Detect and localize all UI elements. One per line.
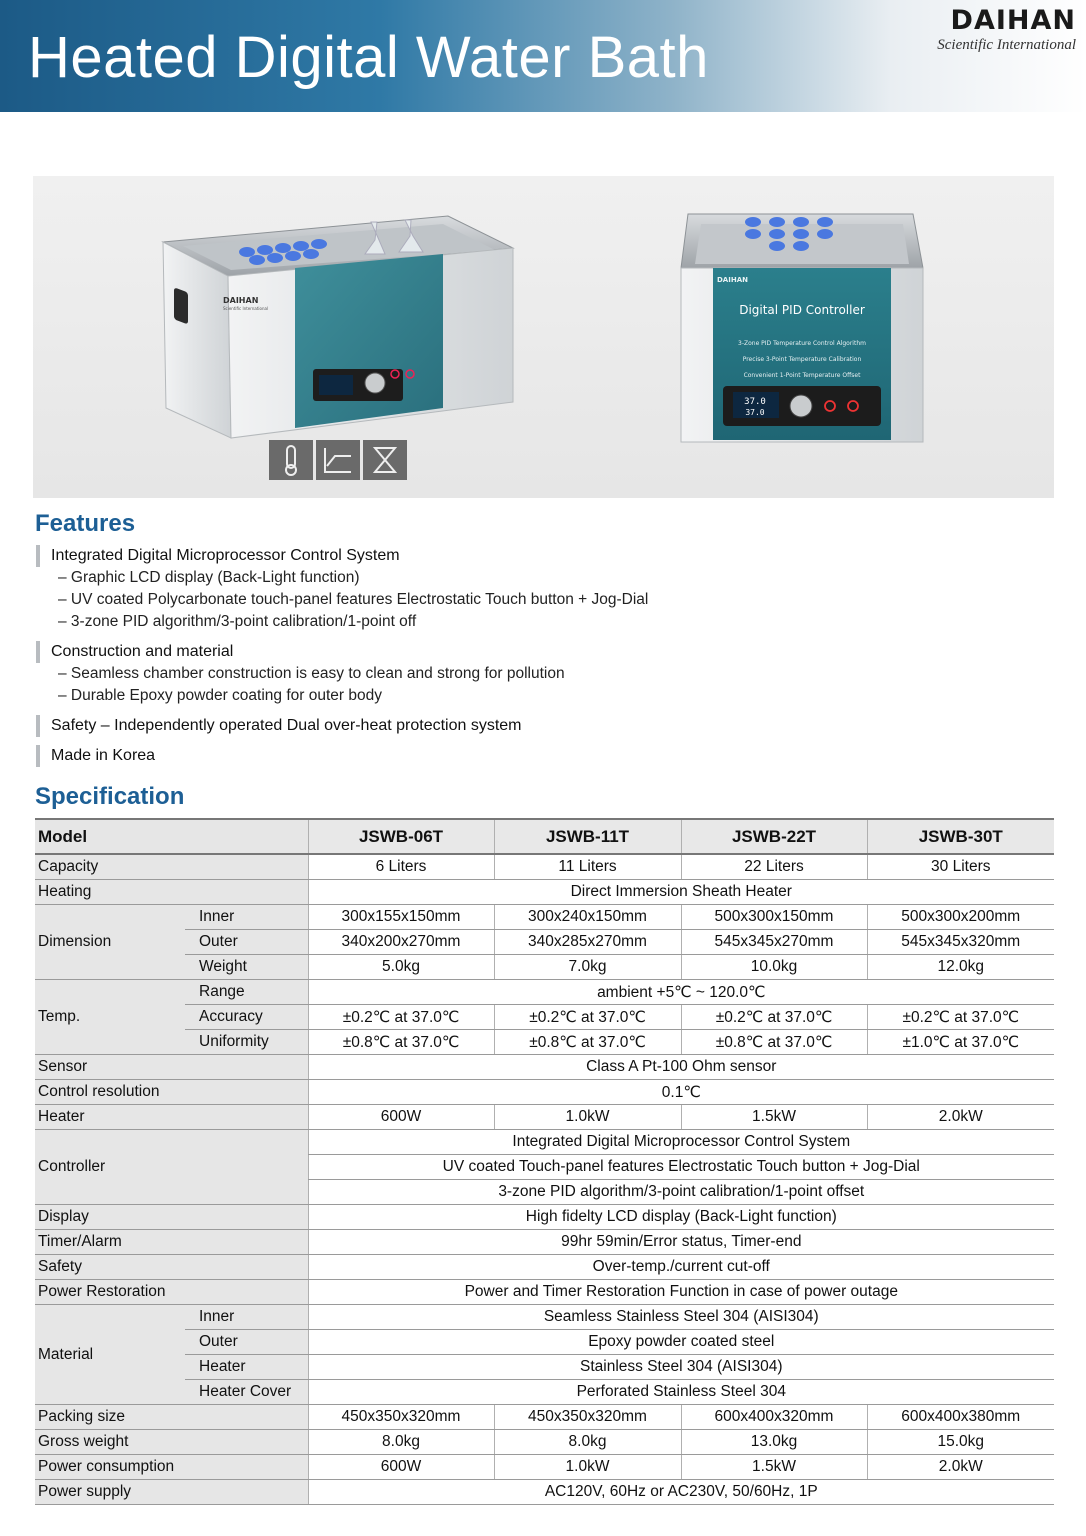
- table-row: [35, 1380, 1054, 1405]
- table-row: [35, 1105, 1054, 1130]
- cell-value: 3-zone PID algorithm/3-point calibration/1-point offset: [308, 1180, 1054, 1205]
- row-sublabel: Heater: [185, 1355, 308, 1380]
- row-label: Safety: [35, 1255, 308, 1280]
- cell-value: Perforated Stainless Steel 304: [308, 1380, 1054, 1405]
- cell-value: 340x200x270mm: [308, 930, 494, 955]
- table-row: [35, 819, 1054, 854]
- left-bath-brand-sub: Scientific International: [223, 306, 269, 311]
- water-bath-right: [681, 214, 923, 442]
- table-row: [35, 1080, 1054, 1105]
- cell-value: 2.0kW: [867, 1105, 1054, 1130]
- cell-value: 7.0kg: [494, 955, 681, 980]
- table-row: [35, 1255, 1054, 1280]
- lcd-set-temp: 37.0: [744, 397, 766, 407]
- cell-value: 600W: [308, 1455, 494, 1480]
- cell-value: 1.0kW: [494, 1105, 681, 1130]
- row-label: Packing size: [35, 1405, 308, 1430]
- cell-value: Stainless Steel 304 (AISI304): [308, 1355, 1054, 1380]
- row-label: Temp.: [35, 980, 185, 1055]
- cell-value: 1.5kW: [681, 1105, 867, 1130]
- cell-value: 450x350x320mm: [308, 1405, 494, 1430]
- table-row: [35, 1230, 1054, 1255]
- specification-title: Specification: [35, 783, 185, 810]
- feature-heading: Construction and material: [36, 641, 1036, 663]
- cell-value: ±0.8℃ at 37.0℃: [308, 1030, 494, 1055]
- cell-value: 6 Liters: [308, 854, 494, 880]
- cell-value: ±0.2℃ at 37.0℃: [494, 1005, 681, 1030]
- controller-title: Digital PID Controller: [739, 303, 865, 317]
- controller-line-3: Convenient 1-Point Temperature Offset: [743, 372, 861, 379]
- model-name: JSWB-06T: [308, 819, 494, 854]
- feature-item: – UV coated Polycarbonate touch-panel features Electrostatic Touch button + Jog-Dial: [58, 591, 649, 608]
- feature-item: – Graphic LCD display (Back-Light function): [58, 569, 360, 586]
- cell-value: 13.0kg: [681, 1430, 867, 1455]
- cell-value: Integrated Digital Microprocessor Control System: [308, 1130, 1054, 1155]
- table-row: [35, 1480, 1054, 1505]
- feature-heading: Safety – Independently operated Dual over-heat protection system: [36, 715, 1036, 737]
- model-name: JSWB-22T: [681, 819, 867, 854]
- cell-value: Direct Immersion Sheath Heater: [308, 880, 1054, 905]
- row-label: Power Restoration: [35, 1280, 308, 1305]
- table-row: [35, 930, 1054, 955]
- cell-value: 5.0kg: [308, 955, 494, 980]
- cell-value: 300x155x150mm: [308, 905, 494, 930]
- row-sublabel: Inner: [185, 905, 308, 930]
- row-label: Heating: [35, 880, 308, 905]
- feature-item: – Seamless chamber construction is easy to clean and strong for pollution: [58, 665, 565, 682]
- row-label: Gross weight: [35, 1430, 308, 1455]
- cell-value: 11 Liters: [494, 854, 681, 880]
- page-title: Heated Digital Water Bath: [28, 25, 709, 90]
- cell-value: UV coated Touch-panel features Electrostatic Touch button + Jog-Dial: [308, 1155, 1054, 1180]
- controller-line-1: 3-Zone PID Temperature Control Algorithm: [738, 340, 866, 347]
- cell-value: 2.0kW: [867, 1455, 1054, 1480]
- header-banner: [0, 0, 1086, 112]
- cell-value: ±0.2℃ at 37.0℃: [308, 1005, 494, 1030]
- brand-name: DAIHAN: [950, 5, 1076, 36]
- cell-value: 340x285x270mm: [494, 930, 681, 955]
- table-row: [35, 905, 1054, 930]
- cell-value: Epoxy powder coated steel: [308, 1330, 1054, 1355]
- row-label: Material: [35, 1305, 185, 1405]
- table-row: [35, 1430, 1054, 1455]
- product-photo-panel: [33, 176, 1054, 498]
- thermometer-icon: [269, 440, 313, 480]
- model-label: Model: [35, 819, 308, 854]
- cell-value: ±0.2℃ at 37.0℃: [867, 1005, 1054, 1030]
- cell-value: 1.5kW: [681, 1455, 867, 1480]
- cell-value: 0.1℃: [308, 1080, 1054, 1105]
- row-label: Heater: [35, 1105, 308, 1130]
- feature-group: [36, 745, 1036, 767]
- cell-value: ambient +5℃ ~ 120.0℃: [308, 980, 1054, 1005]
- table-row: [35, 854, 1054, 880]
- cell-value: 30 Liters: [867, 854, 1054, 880]
- model-name: JSWB-11T: [494, 819, 681, 854]
- feature-item: – Durable Epoxy powder coating for outer body: [58, 687, 382, 704]
- cell-value: Seamless Stainless Steel 304 (AISI304): [308, 1305, 1054, 1330]
- table-row: [35, 880, 1054, 905]
- feature-group: [36, 641, 1036, 707]
- table-row: [35, 1405, 1054, 1430]
- model-name: JSWB-30T: [867, 819, 1054, 854]
- cell-value: ±0.8℃ at 37.0℃: [494, 1030, 681, 1055]
- cell-value: 600x400x320mm: [681, 1405, 867, 1430]
- cell-value: 15.0kg: [867, 1430, 1054, 1455]
- cell-value: 12.0kg: [867, 955, 1054, 980]
- cell-value: 545x345x270mm: [681, 930, 867, 955]
- cell-value: Class A Pt-100 Ohm sensor: [308, 1055, 1054, 1080]
- product-illustration: [33, 176, 1054, 498]
- table-row: [35, 980, 1054, 1005]
- table-row: [35, 1355, 1054, 1380]
- row-label: Controller: [35, 1130, 308, 1205]
- table-row: [35, 1455, 1054, 1480]
- row-label: Dimension: [35, 905, 185, 980]
- table-row: [35, 1330, 1054, 1355]
- row-label: Sensor: [35, 1055, 308, 1080]
- graph-icon: [316, 440, 360, 480]
- row-label: Power consumption: [35, 1455, 308, 1480]
- lcd-actual-temp: 37.0: [745, 408, 765, 417]
- right-bath-brand: DAIHAN: [717, 276, 748, 284]
- row-sublabel: Weight: [185, 955, 308, 980]
- table-row: [35, 1055, 1054, 1080]
- feature-group: [36, 715, 1036, 737]
- cell-value: 8.0kg: [494, 1430, 681, 1455]
- row-sublabel: Outer: [185, 930, 308, 955]
- cell-value: Power and Timer Restoration Function in case of power outage: [308, 1280, 1054, 1305]
- cell-value: 8.0kg: [308, 1430, 494, 1455]
- cell-value: 1.0kW: [494, 1455, 681, 1480]
- table-row: [35, 955, 1054, 980]
- cell-value: High fidelty LCD display (Back-Light function): [308, 1205, 1054, 1230]
- features-list: [36, 545, 1036, 775]
- cell-value: 22 Liters: [681, 854, 867, 880]
- table-row: [35, 1130, 1054, 1155]
- cell-value: AC120V, 60Hz or AC230V, 50/60Hz, 1P: [308, 1480, 1054, 1505]
- feature-item: – 3-zone PID algorithm/3-point calibration/1-point off: [58, 613, 417, 630]
- brand-subtitle: Scientific International: [937, 37, 1076, 53]
- cell-value: ±1.0℃ at 37.0℃: [867, 1030, 1054, 1055]
- row-label: Display: [35, 1205, 308, 1230]
- water-bath-left: [163, 216, 513, 438]
- left-bath-brand: DAIHAN: [223, 296, 259, 305]
- controller-line-2: Precise 3-Point Temperature Calibration: [742, 356, 862, 363]
- cell-value: 545x345x320mm: [867, 930, 1054, 955]
- row-label: Capacity: [35, 854, 308, 880]
- cell-value: 600x400x380mm: [867, 1405, 1054, 1430]
- row-label: Timer/Alarm: [35, 1230, 308, 1255]
- table-row: [35, 1280, 1054, 1305]
- cell-value: 450x350x320mm: [494, 1405, 681, 1430]
- cell-value: 300x240x150mm: [494, 905, 681, 930]
- cell-value: 500x300x200mm: [867, 905, 1054, 930]
- cell-value: ±0.8℃ at 37.0℃: [681, 1030, 867, 1055]
- cell-value: 10.0kg: [681, 955, 867, 980]
- features-title: Features: [35, 510, 136, 537]
- feature-icons: [269, 440, 407, 480]
- cell-value: 600W: [308, 1105, 494, 1130]
- row-sublabel: Heater Cover: [185, 1380, 308, 1405]
- row-sublabel: Inner: [185, 1305, 308, 1330]
- table-row: [35, 1005, 1054, 1030]
- cell-value: 500x300x150mm: [681, 905, 867, 930]
- row-label: Control resolution: [35, 1080, 308, 1105]
- feature-heading: Made in Korea: [36, 745, 1036, 767]
- row-sublabel: Accuracy: [185, 1005, 308, 1030]
- brand-logo: [906, 6, 1076, 54]
- cell-value: Over-temp./current cut-off: [308, 1255, 1054, 1280]
- feature-heading: Integrated Digital Microprocessor Control System: [36, 545, 1036, 567]
- row-sublabel: Range: [185, 980, 308, 1005]
- row-sublabel: Uniformity: [185, 1030, 308, 1055]
- table-row: [35, 1305, 1054, 1330]
- table-row: [35, 1205, 1054, 1230]
- row-sublabel: Outer: [185, 1330, 308, 1355]
- feature-group: [36, 545, 1036, 633]
- cell-value: 99hr 59min/Error status, Timer-end: [308, 1230, 1054, 1255]
- row-label: Power supply: [35, 1480, 308, 1505]
- cell-value: ±0.2℃ at 37.0℃: [681, 1005, 867, 1030]
- hourglass-icon: [363, 440, 407, 480]
- table-row: [35, 1030, 1054, 1055]
- specification-table: [35, 818, 1054, 1505]
